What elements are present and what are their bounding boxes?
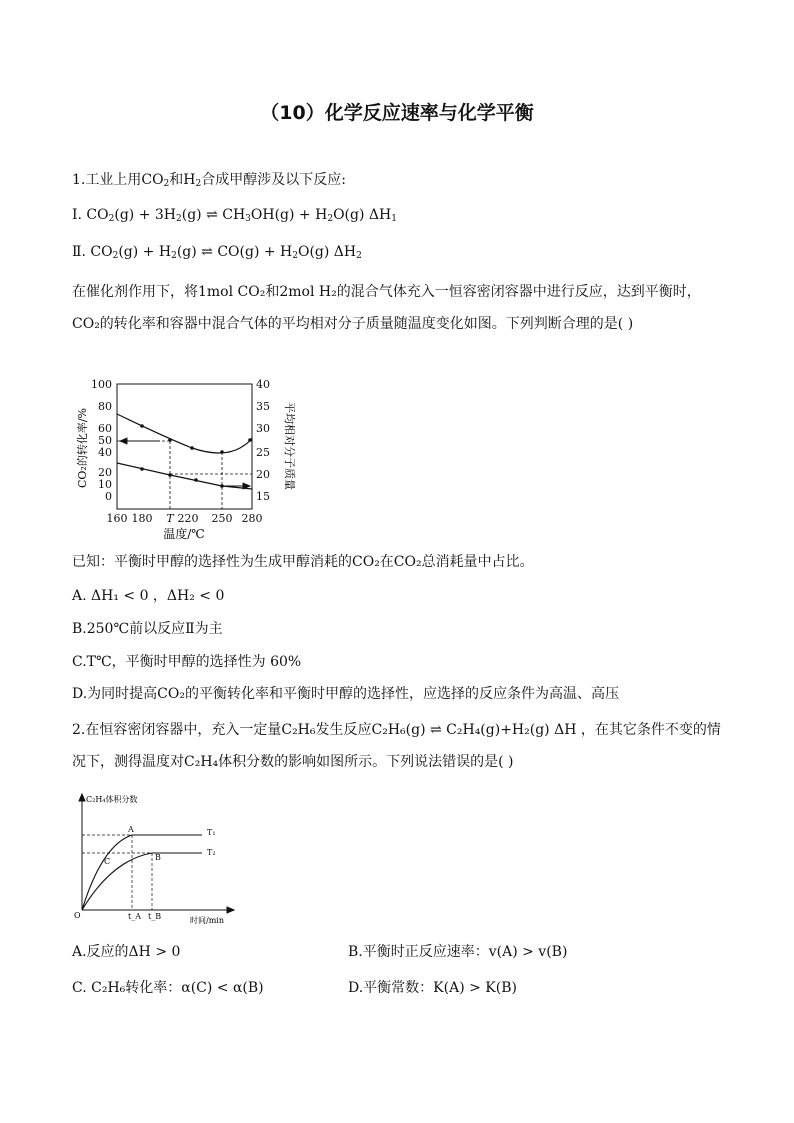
x-tick-T: T [166,512,174,525]
q2-series-t2 [82,853,202,910]
page-title: （10）化学反应速率与化学平衡 [260,102,534,124]
q2-label-b: B [155,853,161,862]
q1-option-d: D.为同时提高CO₂的平衡转化率和平衡时甲醇的选择性，应选择的反应条件为高温、高压 [72,686,619,702]
q2-origin-label: O [74,911,81,920]
x-axis-label: 温度/℃ [163,527,205,541]
point-mm-3 [194,478,198,482]
q1-chart [72,376,302,546]
left-axis-label: CO₂的转化率/% [76,407,89,489]
q2-x-label: 时间/min [190,916,224,925]
q2-label-tb: t_B [148,912,162,921]
right-axis-label: 平均相对分子质量 [283,402,296,490]
q2-label-t2: T₂ [207,848,216,857]
point-conv-1 [140,424,144,428]
point-conv-3 [190,446,194,450]
q2-option-b: B.平衡时正反应速率：v(A) > v(B) [348,944,568,960]
q2-series-t1 [82,835,202,910]
right-tick-25: 25 [256,446,270,459]
q2-option-d: D.平衡常数：K(A) > K(B) [348,980,517,996]
left-tick-10: 10 [98,478,112,491]
q1-stem: 在催化剂作用下，将1mol CO₂和2mol H₂的混合气体充入一恒容密闭容器中进行反应，达到平衡时，CO₂的转化率和容器中混合气体的平均相对分子质量随温度变化如图。下列判断合理的是( ) [72,284,701,332]
q2-option-c: C. C₂H₆转化率：α(C) < α(B) [72,980,264,996]
arrow-left-head [120,438,127,444]
point-mm-2 [168,473,172,477]
left-tick-60: 60 [98,422,112,435]
right-tick-40: 40 [256,378,270,391]
left-tick-100: 100 [91,378,112,391]
left-tick-20: 20 [98,466,112,479]
series-conversion [117,414,252,453]
q2-label-t1: T₁ [207,828,216,837]
q2-stem: 2.在恒容密闭容器中，充入一定量C₂H₆发生反应C₂H₆(g) ⇌ C₂H₄(g)+H₂(g) ΔH ，在其它条件不变的情况下，测得温度对C₂H₄体积分数的影响如图所示。下列说法错误的是( ) [72,722,721,770]
point-mm-4 [220,484,224,488]
point-conv-2 [168,438,172,442]
q1-option-a: A. ΔH₁ < 0 ，ΔH₂ < 0 [72,588,225,604]
point-conv-4 [220,450,224,454]
right-tick-20: 20 [256,468,270,481]
q2-label-ta: t_A [128,912,141,921]
q2-label-a: A [128,825,134,834]
q1-known: 已知：平衡时甲醇的选择性为生成甲醇消耗的CO₂在CO₂总消耗量中占比。 [72,554,534,570]
left-tick-40: 40 [98,446,112,459]
q2-chart [72,790,252,926]
left-tick-50: 50 [98,434,112,447]
x-tick-160: 160 [106,512,128,525]
q1-option-b: B.250℃前以反应Ⅱ为主 [72,621,223,637]
q2-option-a: A.反应的ΔH > 0 [72,944,181,960]
right-tick-30: 30 [256,422,270,435]
point-mm-1 [140,467,144,471]
left-tick-0: 0 [105,490,112,503]
right-tick-35: 35 [256,400,270,413]
x-tick-250: 250 [211,512,233,525]
q2-y-arrow [79,794,85,801]
q1-chart-frame [117,384,252,509]
point-conv-5 [248,438,252,442]
q1-option-c: C.T℃，平衡时甲醇的选择性为 60% [72,654,302,670]
series-molar-mass [117,463,252,489]
q1-intro: 1.工业上用$CO_2$和$H_2$合成甲醇涉及以下反应: [72,172,346,189]
right-tick-15: 15 [256,490,270,503]
q2-x-arrow [227,907,234,913]
x-tick-220: 220 [177,512,199,525]
q1-reaction-2: Ⅱ. $CO_2(g) + H_2(g)$ ⇌ $CO(g) + H_2O(g)$ $\Delta H_2$ [72,244,362,261]
x-tick-180: 180 [131,512,153,525]
x-tick-280: 280 [241,512,263,525]
left-tick-80: 80 [98,400,112,413]
q2-y-label: C₂H₄体积分数 [86,795,138,804]
q1-reaction-1: Ⅰ. $CO_2(g) + 3H_2(g)$ ⇌ $CH_3OH(g) + H_2O(g)$ $\Delta H_1$ [72,207,397,224]
q2-label-c: C [104,857,111,866]
